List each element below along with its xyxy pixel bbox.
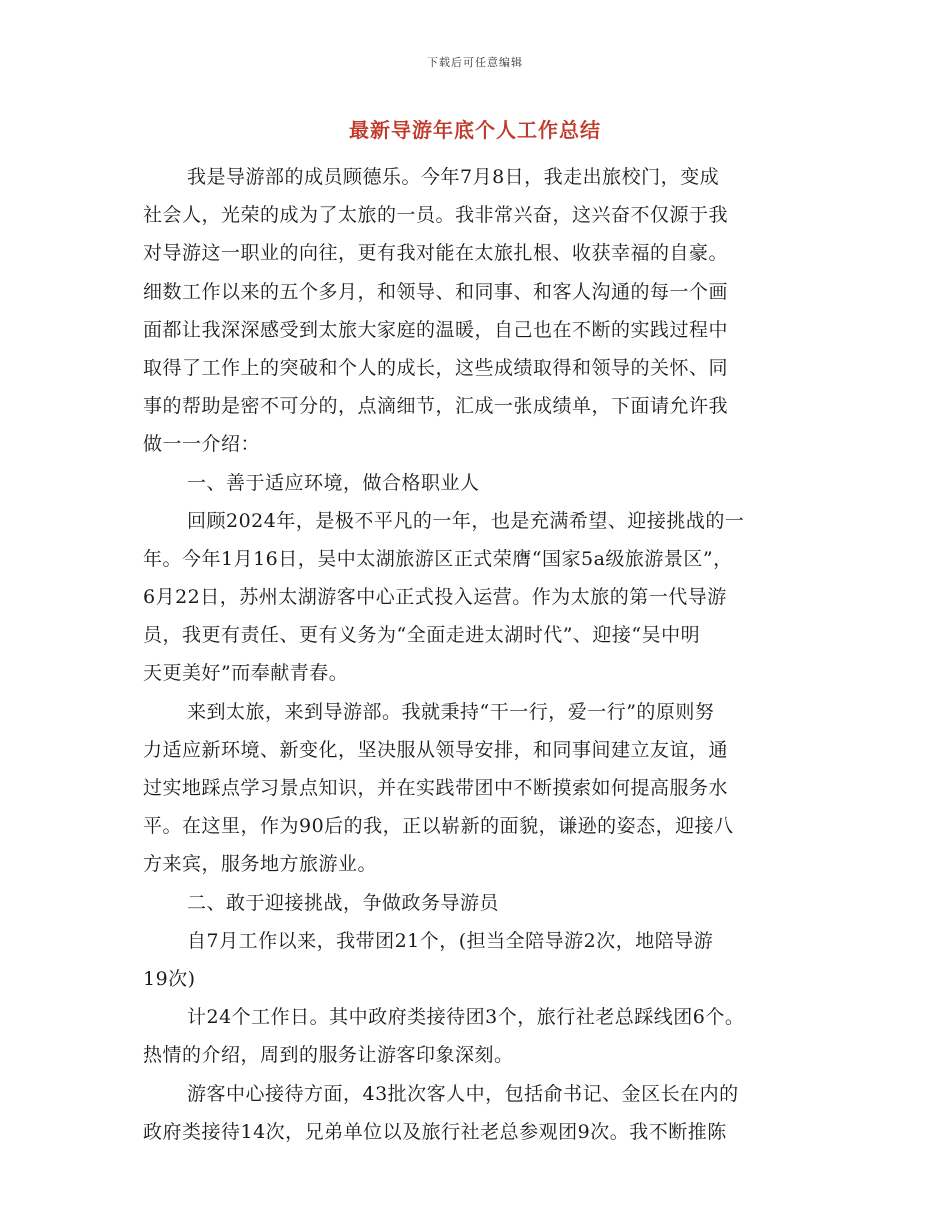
text-line: 游客中心接待方面，43批次客人中，包括俞书记、金区长在内的 (187, 1082, 739, 1105)
text-line: 力适应新环境、新变化，坚决服从领导安排，和同事间建立友谊，通 (143, 738, 729, 761)
header-note: 下载后可任意编辑 (427, 56, 523, 69)
text-line: 自7月工作以来，我带团21个，(担当全陪导游2次，地陪导游 (187, 929, 714, 952)
document-title: 最新导游年底个人工作总结 (349, 118, 601, 142)
document-body (143, 158, 808, 1151)
text-line: 回顾2024年，是极不平凡的一年，也是充满希望、迎接挑战的一 (187, 509, 745, 532)
text-line: 事的帮助是密不可分的，点滴细节，汇成一张成绩单，下面请允许我 (143, 395, 729, 418)
text-line: 一、善于适应环境，做合格职业人 (187, 471, 480, 494)
text-line: 6月22日，苏州太湖游客中心正式投入运营。作为太旅的第一代导游 (143, 586, 727, 609)
text-line: 员，我更有责任、更有义务为“全面走进太湖时代”、迎接“吴中明 (143, 624, 701, 647)
text-line: 细数工作以来的五个多月，和领导、和同事、和客人沟通的每一个画 (143, 280, 729, 303)
text-line: 天更美好”而奉献青春。 (143, 662, 349, 685)
text-line: 我是导游部的成员顾德乐。今年7月8日，我走出旅校门，变成 (187, 166, 720, 188)
text-line: 热情的介绍，周到的服务让游客印象深刻。 (143, 1044, 514, 1067)
text-line: 政府类接待14次，兄弟单位以及旅行社老总参观团9次。我不断推陈 (143, 1120, 727, 1143)
text-line: 二、敢于迎接挑战，争做政务导游员 (187, 891, 500, 914)
text-line: 平。在这里，作为90后的我，正以崭新的面貌，谦逊的姿态，迎接八 (143, 815, 734, 838)
text-line: 19次) (143, 967, 196, 990)
text-line: 过实地踩点学习景点知识，并在实践带团中不断摸索如何提高服务水 (143, 777, 729, 799)
text-line: 面都让我深深感受到太旅大家庭的温暖，自己也在不断的实践过程中 (143, 318, 729, 341)
text-line: 做一一介绍： (143, 433, 261, 456)
text-line: 年。今年1月16日，吴中太湖旅游区正式荣膺“国家5a级旅游景区”， (143, 547, 733, 570)
text-line: 计24个工作日。其中政府类接待团3个，旅行社老总踩线团6个。 (187, 1006, 745, 1029)
text-line: 方来宾，服务地方旅游业。 (143, 853, 378, 876)
text-line: 来到太旅，来到导游部。我就秉持“干一行，爱一行”的原则努 (187, 700, 715, 723)
text-line: 社会人，光荣的成为了太旅的一员。我非常兴奋，这兴奋不仅源于我 (143, 204, 729, 227)
text-line: 取得了工作上的突破和个人的成长，这些成绩取得和领导的关怀、同 (143, 356, 729, 379)
text-line: 对导游这一职业的向往，更有我对能在太旅扎根、收获幸福的自豪。 (143, 242, 729, 265)
